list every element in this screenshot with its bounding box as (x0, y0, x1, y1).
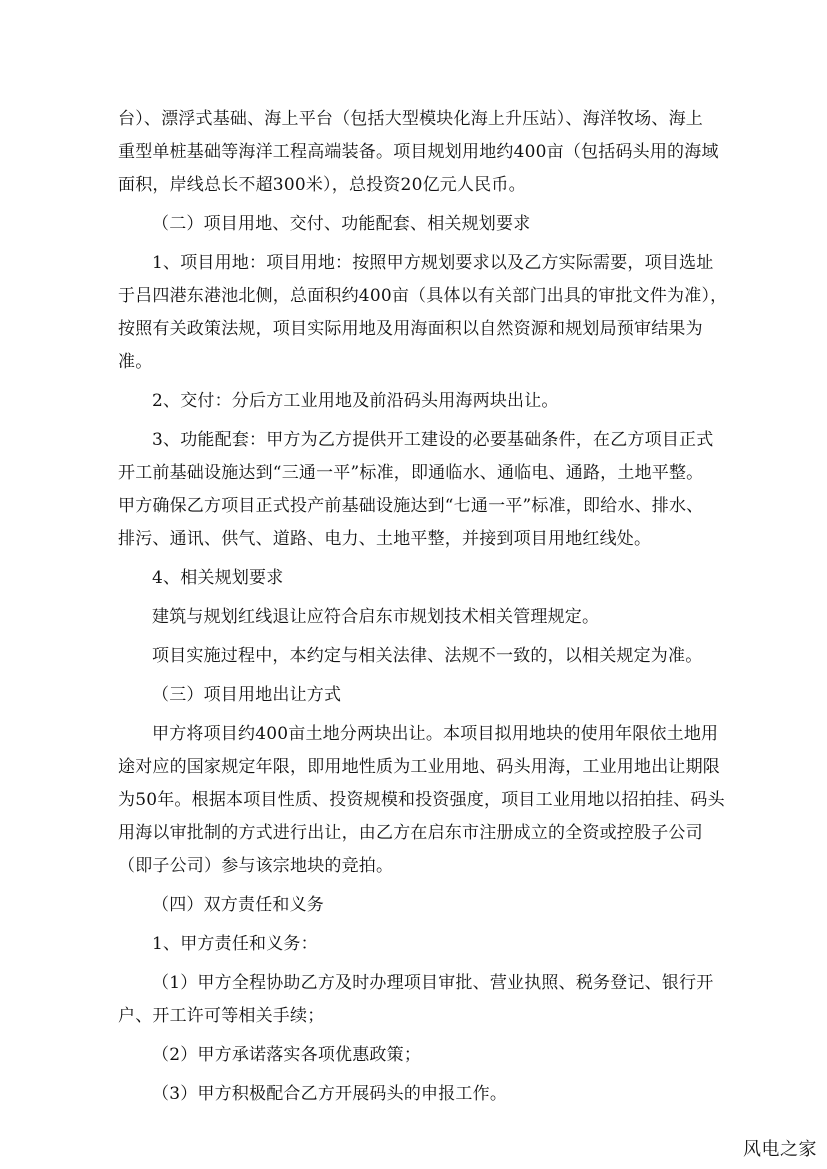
text-line: 4、相关规划要求 (152, 568, 284, 588)
text-line: 用海以审批制的方式进行出让，由乙方在启东市注册成立的全资或控股子公司 (118, 823, 703, 843)
text-line: 户、开工许可等相关手续； (118, 1006, 325, 1026)
section-heading: （二）项目用地、交付、功能配套、相关规划要求 (152, 214, 531, 234)
text-line: 甲方将项目约400亩土地分两块出让。本项目拟用地块的使用年限依土地用 (152, 724, 719, 744)
text-line: 开工前基础设施达到“三通一平”标准，即通临水、通临电、通路，土地平整。 (118, 463, 704, 483)
text-line: 1、项目用地：项目用地：按照甲方规划要求以及乙方实际需要，项目选址 (152, 253, 714, 273)
text-line: 重型单桩基础等海洋工程高端装备。项目规划用地约400亩（包括码头用的海域 (118, 142, 719, 162)
text-line: 建筑与规划红线退让应符合启东市规划技术相关管理规定。 (152, 607, 600, 627)
text-line: 1、甲方责任和义务： (152, 934, 318, 954)
text-line: （1）甲方全程协助乙方及时办理项目审批、营业执照、税务登记、银行开 (152, 973, 714, 993)
text-line: 排污、通讯、供气、道路、电力、土地平整，并接到项目用地红线处。 (118, 529, 652, 549)
section-heading: （四）双方责任和义务 (152, 895, 324, 915)
text-line: 2、交付：分后方工业用地及前沿码头用海两块出让。 (152, 391, 559, 411)
text-line: 准。 (118, 352, 153, 372)
text-line: （3）甲方积极配合乙方开展码头的申报工作。 (152, 1084, 508, 1104)
section-heading: （三）项目用地出让方式 (152, 685, 342, 705)
text-line: （2）甲方承诺落实各项优惠政策； (152, 1045, 422, 1065)
watermark-text: 风电之家 (743, 1139, 817, 1160)
text-line: 为50年。根据本项目性质、投资规模和投资强度，项目工业用地以招拍挂、码头 (118, 790, 725, 810)
text-line: 按照有关政策法规，项目实际用地及用海面积以自然资源和规划局预审结果为 (118, 319, 703, 339)
text-line: 甲方确保乙方项目正式投产前基础设施达到“七通一平”标准，即给水、排水、 (118, 496, 704, 516)
text-line: 台）、漂浮式基础、海上平台（包括大型模块化海上升压站）、海洋牧场、海上 (118, 109, 703, 129)
text-line: 面积，岸线总长不超300米），总投资20亿元人民币。 (118, 175, 526, 195)
text-line: 项目实施过程中，本约定与相关法律、法规不一致的，以相关规定为准。 (152, 646, 703, 666)
text-line: 于吕四港东港池北侧，总面积约400亩（具体以有关部门出具的审批文件为准）， (118, 286, 728, 306)
text-line: （即子公司）参与该宗地块的竞拍。 (118, 856, 394, 876)
document-body (118, 103, 728, 1111)
text-line: 3、功能配套：甲方为乙方提供开工建设的必要基础条件，在乙方项目正式 (152, 430, 714, 450)
text-line: 途对应的国家规定年限，即用地性质为工业用地、码头用海，工业用地出让期限 (118, 757, 720, 777)
